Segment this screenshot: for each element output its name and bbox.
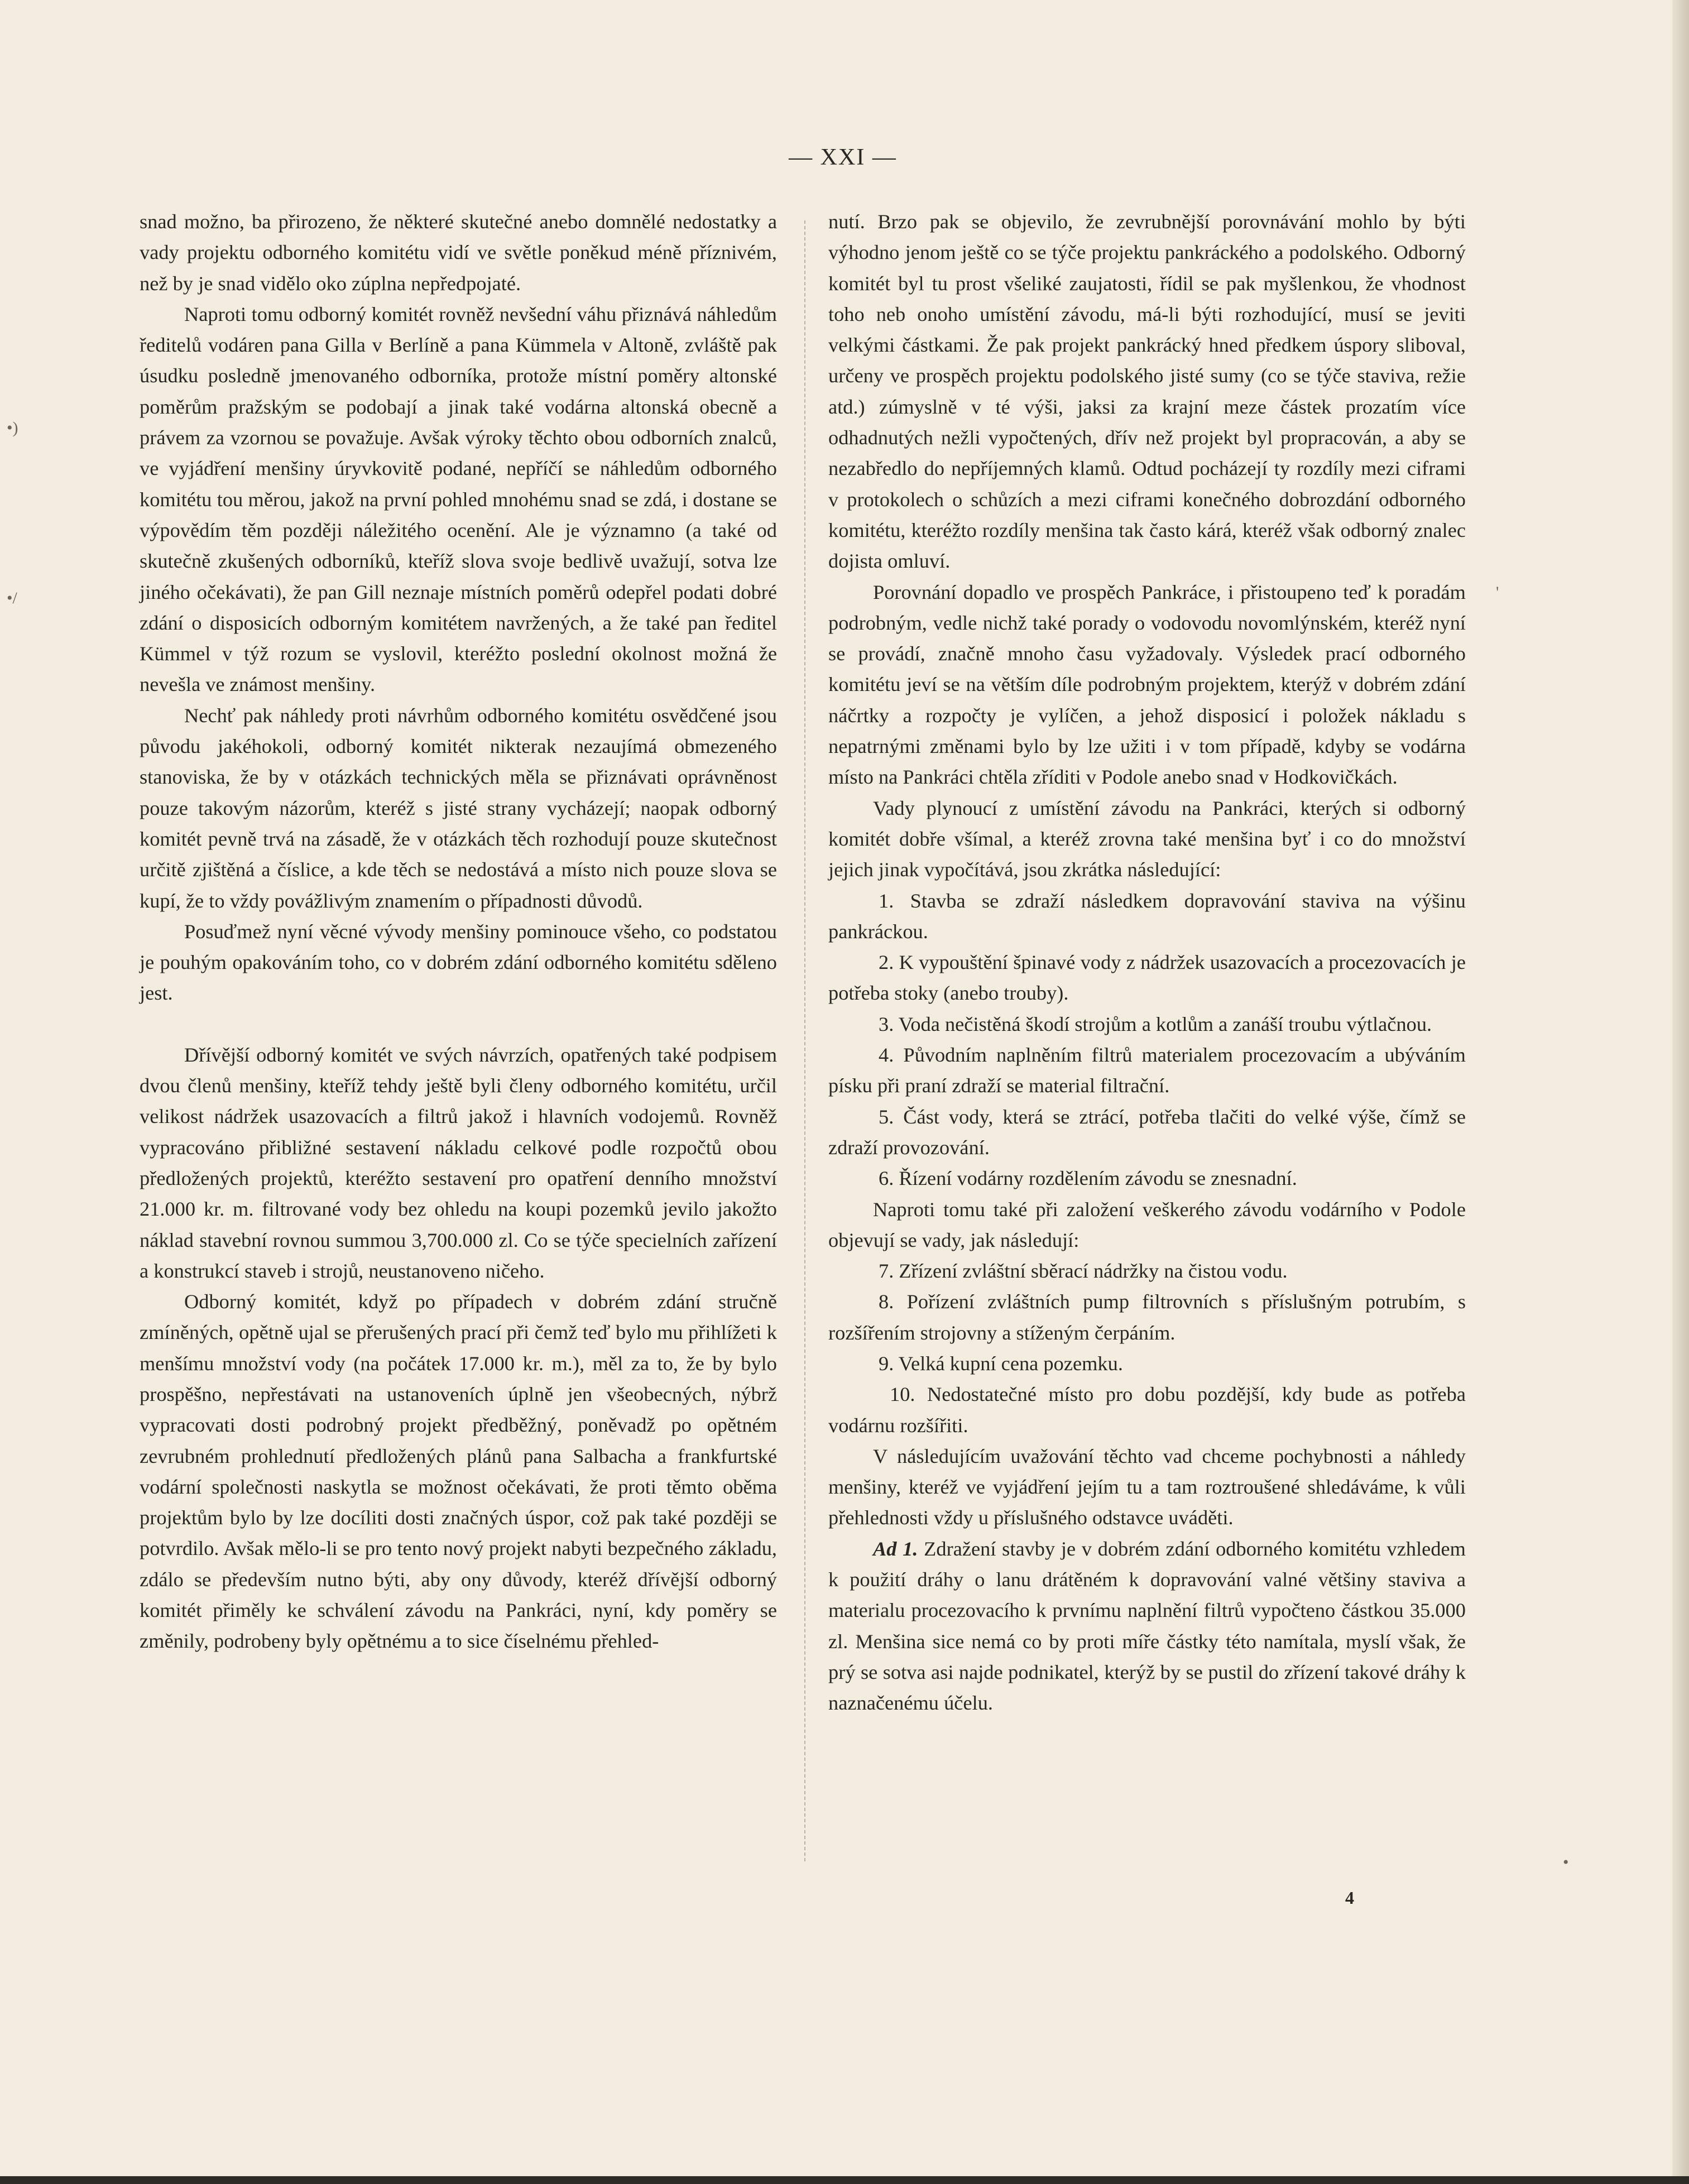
list-item: 2. K vypouštění špinavé vody z nádržek usazovacích a procezovacích je potřeba stoky (anebo trouby). [828, 951, 1466, 1005]
list-item: 1. Stavba se zdraží následkem dopravování staviva na výšinu pankráckou. [828, 889, 1466, 943]
paragraph: Vady plynoucí z umístění závodu na Pankráci, kterých si odborný komitét dobře všímal, a kteréž zrovna také menšina byť i co do množství jejich jinak vypočítává, jsou zkrátka následující: [828, 796, 1466, 881]
right-column [828, 207, 1466, 1719]
list-item: 4. Původním naplněním filtrů materialem procezovacím a ubýváním písku při praní zdraží se material filtrační. [828, 1044, 1466, 1097]
left-column [140, 207, 777, 1657]
page-edge-shadow [1672, 0, 1689, 2184]
list-item: 8. Pořízení zvláštních pump filtrovních s příslušným potrubím, s rozšířením strojovny a stíženým čerpáním. [828, 1290, 1466, 1344]
paragraph: Naproti tomu odborný komitét rovněž nevšední váhu přiznává náhledům ředitelů vodáren pana Gilla v Berlíně a pana Kümmela v Altoně, zvláště pak úsudku posledně jmenovaného odborníka, protože místní poměry altonské poměrům pražským se podobají a jinak také vodárna altonská obecně a právem za vzornou se považuje. Avšak výroky těchto obou odborních znalců, ve vyjádření menšiny úryvkovitě podané, nepříčí se náhledům odborného komitétu tou měrou, jakož na první pohled mnohému snad se zdá, i dostane se výpovědím těm později náležitého ocenění. Ale je významno (a také od skutečně zkušených odborníků, kteříž slova svoje bedlivě uvažují, sotva lze jiného očekávati), že pan Gill neznaje místních poměrů odepřel podati dobré zdání o disposicích odborným komitétem navržených, a že také pan ředitel Kümmel v týž rozum se vyslovil, kteréžto poslední okolnost možná že nevešla ve známost menšiny. [140, 303, 777, 696]
margin-mark: •) [7, 419, 18, 437]
list-item: 5. Část vody, která se ztrácí, potřeba tlačiti do velké výše, čímž se zdraží provozování. [828, 1105, 1466, 1159]
list-item: 7. Zřízení zvláštní sběrací nádržky na čistou vodu. [879, 1260, 1288, 1283]
paragraph: Dřívější odborný komitét ve svých návrzích, opatřených také podpisem dvou členů menšiny, kteříž tehdy ještě byli členy odborného komitétu, určil velikost nádržek usazovacích a filtrů jakož i hlavních vodojemů. Rovněž vypracováno přibližné sestavení nákladu celkové podle rozpočtů obou předložených projektů, kteréžto sestavení pro opatření denního množství 21.000 kr. m. filtrované vody bez ohledu na koupi pozemků jevilo jakožto náklad stavební rovnou summou 3,700.000 zl. Co se týče specielních zařízení a konstrukcí staveb i strojů, neustanoveno ničeho. [140, 1043, 777, 1282]
paragraph: nutí. Brzo pak se objevilo, že zevrubnější porovnávání mohlo by býti výhodno jenom ještě co se týče projektu pankráckého a podolského. Odborný komitét byl tu prost všeliké zaujatosti, řídil se pak myšlenkou, že vhodnost toho neb onoho umístění závodu, má-li býti rozhodující, musí se jeviti velkými částkami. Že pak projekt pankrácký hned předkem úspory sliboval, určeny ve prospěch projektu podolského jisté sumy (co se týče staviva, režie atd.) zúmyslně v té výši, jaksi za krajní meze částek prozatím více odhadnutých nežli vypočtených, dřív než projekt byl propracován, a aby se nezabředlo do nepříjemných klamů. Odtud pocházejí ty rozdíly mezi ciframi v protokolech o schůzích a mezi ciframi konečného dobrozdání odborného komitétu, kteréžto rozdíly menšina tak často kárá, kteréž však odborný znalec dojista omluví. [828, 210, 1466, 573]
margin-mark: ' [1496, 583, 1499, 602]
margin-mark: • [1563, 1853, 1569, 1871]
paragraph: Porovnání dopadlo ve prospěch Pankráce, i přistoupeno teď k poradám podrobným, vedle nichž také porady o vodovodu novomlýnském, kteréž nyní se provádí, značně mnoho času vyžadovaly. Výsledek prací odborného komitétu jeví se na větším díle podrobným projektem, kterýž v dobrém zdání náčrtky a rozpočty je vylíčen, a jehož disposicí i položek nákladu s nepatrnými změnami bylo by lze užiti i v tom případě, kdyby se vodárna místo na Pankráci chtěla zříditi v Podole anebo snad v Hodkovičkách. [828, 580, 1466, 789]
page-edge-bottom [0, 2176, 1689, 2184]
ad-text: Zdražení stavby je v dobrém zdání odborného komitétu vzhledem k použití dráhy o lanu drátěném k dopravování valné většiny staviva a materialu procezovacího k prvnímu naplnění filtrů vypočteno částkou 35.000 zl. Menšina sice nemá co by proti míře částky této namítala, myslí však, že prý se sotva asi najde podnikatel, kterýž by se pustil do zřízení takové dráhy k naznačenému účelu. [828, 1537, 1466, 1715]
list-item: 9. Velká kupní cena pozemku. [879, 1352, 1123, 1375]
ad-label: Ad 1. [873, 1537, 918, 1560]
list-item: 3. Voda nečistěná škodí strojům a kotlům a zanáší troubu výtlačnou. [879, 1012, 1432, 1035]
paragraph: Naproti tomu také při založení veškerého závodu vodárního v Podole objevují se vady, jak následují: [828, 1198, 1466, 1251]
list-item: 6. Řízení vodárny rozdělením závodu se znesnadní. [879, 1167, 1297, 1190]
list-item: 10. Nedostatečné místo pro dobu pozdější, kdy bude as potřeba vodárnu rozšířiti. [828, 1383, 1466, 1437]
sheet-number: 4 [1345, 1888, 1354, 1908]
paragraph: V následujícím uvažování těchto vad chceme pochybnosti a náhledy menšiny, kteréž ve vyjádření jejím tu a tam roztroušené shledáváme, k vůli přehlednosti vždy u příslušného odstavce uváděti. [828, 1444, 1466, 1529]
column-divider [804, 220, 805, 1861]
paragraph: Posuďmež nyní věcné vývody menšiny pominouce všeho, co podstatou je pouhým opakováním toho, co v dobrém zdání odborného komitétu sděleno jest. [140, 920, 777, 1005]
paragraph: Nechť pak náhledy proti návrhům odborného komitétu osvědčené jsou původu jakéhokoli, odborný komitét nikterak nezaujímá obmezeného stanoviska, že by v otázkách technických měla se přiznávati oprávněnost pouze takovým názorům, kteréž s jisté strany vycházejí; naopak odborný komitét pevně trvá na zásadě, že v otázkách těch rozhodují pouze skutečnost určitě zjištěná a číslice, a kde těch se nedostává a místo nich pouze slova se kupí, že to vždy povážlivým znamením o případnosti důvodů. [140, 704, 777, 912]
paragraph: Odborný komitét, když po případech v dobrém zdání stručně zmíněných, opětně ujal se přerušených prací při čemž teď bylo mu přihlížeti k menšímu množství vody (na počátek 17.000 kr. m.), měl za to, že by bylo prospěšno, nepřestávati na ustanoveních úplně jen všeobecných, nýbrž vypracovati dosti podrobný projekt předběžný, poněvadž po opětném zevrubném prohlednutí předložených plánů pana Salbacha a frankfurtské vodární společnosti naskytla se možnost očekávati, že proti těmto oběma projektům bylo by lze docíliti dosti značných úspor, což pak také později se potvrdilo. Avšak mělo-li se pro tento nový projekt nabyti bezpečného základu, zdálo se především nutno býti, aby ony důvody, kteréž dřívější odborný komitét přiměly ke schválení závodu na Pankráci, nyní, kdy poměry se změnily, podrobeny byly opětnému a to sice číselnému přehled- [140, 1290, 777, 1653]
page-number: — XXI — [789, 145, 897, 170]
paragraph-ad1 [828, 1534, 1466, 1719]
margin-mark: •/ [7, 589, 17, 607]
paragraph: snad možno, ba přirozeno, že některé skutečné anebo domnělé nedostatky a vady projektu odborného komitétu vidí ve světle poněkud méně příznivém, než by je snad vidělo oko zúplna nepředpojaté. [140, 210, 777, 295]
